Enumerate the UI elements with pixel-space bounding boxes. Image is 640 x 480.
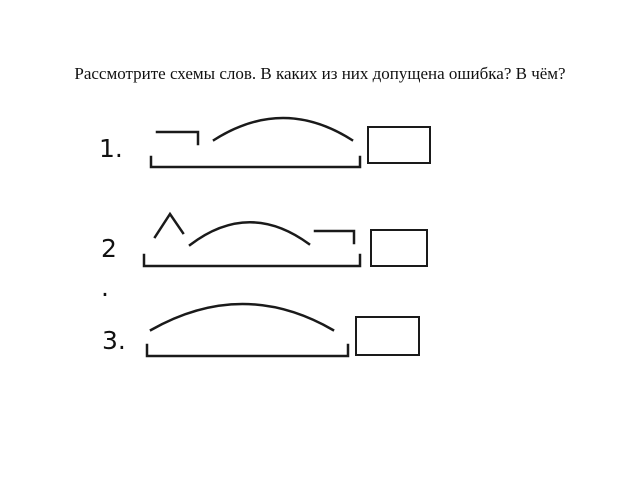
scheme-3-label: 3.: [102, 326, 126, 355]
scheme-2-root-arc: [190, 222, 309, 245]
scheme-2: [144, 214, 427, 266]
scheme-1-base-bracket: [151, 157, 360, 167]
scheme-2-base-bracket: [144, 255, 360, 266]
scheme-2-label-dot: .: [101, 273, 109, 302]
scheme-2-ending-box: [371, 230, 427, 266]
scheme-3: [147, 304, 419, 356]
scheme-2-label: 2: [101, 234, 117, 263]
scheme-2-prefix-mark: [315, 231, 354, 243]
scheme-1-ending-box: [368, 127, 430, 163]
scheme-1-label: 1.: [99, 134, 123, 163]
scheme-3-base-bracket: [147, 345, 348, 356]
scheme-3-root-arc: [151, 304, 333, 330]
scheme-1-prefix-mark: [157, 132, 198, 144]
scheme-3-ending-box: [356, 317, 419, 355]
task-question: Рассмотрите схемы слов. В каких из них допущена ошибка? В чём?: [74, 64, 566, 83]
scheme-2-suffix-mark: [155, 214, 183, 237]
scheme-1: [151, 118, 430, 167]
scheme-1-root-arc: [214, 118, 352, 140]
